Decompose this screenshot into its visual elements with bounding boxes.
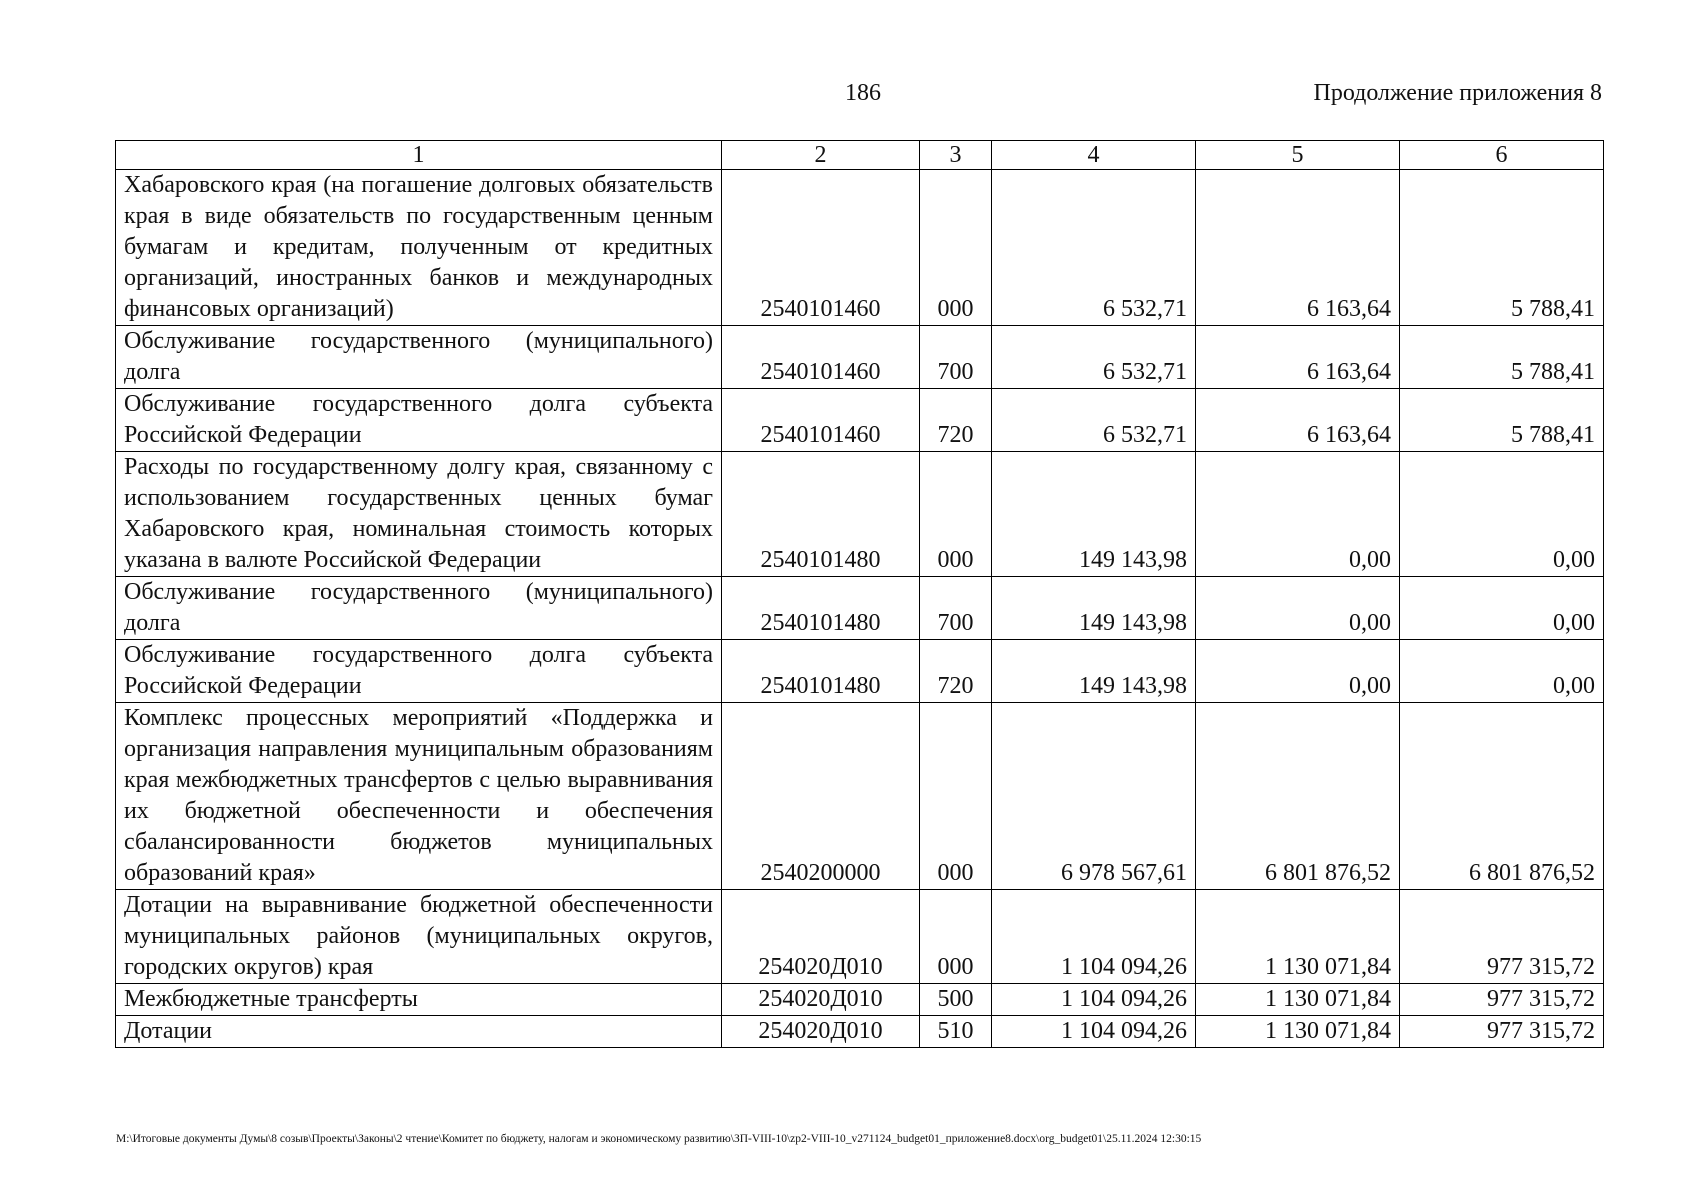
- row-description: Межбюджетные трансферты: [116, 984, 722, 1016]
- amount-year-2: 6 801 876,52: [1196, 703, 1400, 890]
- target-code: 2540101480: [722, 640, 920, 703]
- file-path-footer: M:\Итоговые документы Думы\8 созыв\Проекты\Законы\2 чтение\Комитет по бюджету, налогам и экономическому развитию\ЗП-VIII-10\zp2-VIII-10_v271124_budget01_приложение8.docx\org_budget01\25.11.2024 12:30:15: [116, 1133, 1202, 1145]
- column-header: 2: [722, 141, 920, 170]
- row-description: Обслуживание государственного (муниципального) долга: [116, 577, 722, 640]
- amount-year-3: 6 801 876,52: [1400, 703, 1604, 890]
- amount-year-1: 149 143,98: [992, 452, 1196, 577]
- table-row: [116, 984, 1604, 1016]
- column-header: 3: [920, 141, 992, 170]
- amount-year-3: 5 788,41: [1400, 170, 1604, 326]
- expense-type-code: 720: [920, 389, 992, 452]
- amount-year-2: 6 163,64: [1196, 170, 1400, 326]
- target-code: 2540101480: [722, 452, 920, 577]
- amount-year-3: 0,00: [1400, 452, 1604, 577]
- column-header: 4: [992, 141, 1196, 170]
- amount-year-1: 1 104 094,26: [992, 890, 1196, 984]
- column-header: 1: [116, 141, 722, 170]
- expense-type-code: 510: [920, 1016, 992, 1048]
- amount-year-3: 0,00: [1400, 640, 1604, 703]
- table-row: [116, 890, 1604, 984]
- amount-year-3: 0,00: [1400, 577, 1604, 640]
- column-header: 6: [1400, 141, 1604, 170]
- target-code: 2540101460: [722, 389, 920, 452]
- table-header-row: [116, 141, 1604, 170]
- amount-year-2: 0,00: [1196, 577, 1400, 640]
- expense-type-code: 500: [920, 984, 992, 1016]
- table-row: [116, 703, 1604, 890]
- target-code: 2540101460: [722, 326, 920, 389]
- table-row: [116, 326, 1604, 389]
- amount-year-3: 977 315,72: [1400, 890, 1604, 984]
- target-code: 254020Д010: [722, 984, 920, 1016]
- amount-year-2: 6 163,64: [1196, 326, 1400, 389]
- appendix-note: Продолжение приложения 8: [1313, 80, 1602, 106]
- amount-year-1: 149 143,98: [992, 640, 1196, 703]
- row-description: Хабаровского края (на погашение долговых обязательств края в виде обязательств по государственным ценным бумагам и кредитам, полученным от кредитных организаций, иностранных банков и международных финансовых организаций): [116, 170, 722, 326]
- row-description: Обслуживание государственного (муниципального) долга: [116, 326, 722, 389]
- row-description: Дотации на выравнивание бюджетной обеспеченности муниципальных районов (муниципальных округов, городских округов) края: [116, 890, 722, 984]
- amount-year-3: 5 788,41: [1400, 326, 1604, 389]
- amount-year-1: 6 532,71: [992, 389, 1196, 452]
- row-description: Расходы по государственному долгу края, связанному с использованием государственных ценных бумаг Хабаровского края, номинальная стоимость которых указана в валюте Российской Федерации: [116, 452, 722, 577]
- expense-type-code: 720: [920, 640, 992, 703]
- amount-year-1: 149 143,98: [992, 577, 1196, 640]
- page-number: 186: [845, 80, 881, 106]
- row-description: Обслуживание государственного долга субъекта Российской Федерации: [116, 389, 722, 452]
- amount-year-2: 1 130 071,84: [1196, 1016, 1400, 1048]
- target-code: 254020Д010: [722, 890, 920, 984]
- expense-type-code: 000: [920, 170, 992, 326]
- table-row: [116, 170, 1604, 326]
- amount-year-1: 6 532,71: [992, 326, 1196, 389]
- amount-year-3: 5 788,41: [1400, 389, 1604, 452]
- table-row: [116, 389, 1604, 452]
- expense-type-code: 700: [920, 577, 992, 640]
- expense-type-code: 000: [920, 703, 992, 890]
- expense-type-code: 000: [920, 890, 992, 984]
- row-description: Комплекс процессных мероприятий «Поддержка и организация направления муниципальным образованиям края межбюджетных трансфертов с целью выравнивания их бюджетной обеспеченности и обеспечения сбалансированности бюджетов муниципальных образований края»: [116, 703, 722, 890]
- target-code: 2540101460: [722, 170, 920, 326]
- target-code: 2540101480: [722, 577, 920, 640]
- amount-year-1: 6 978 567,61: [992, 703, 1196, 890]
- target-code: 254020Д010: [722, 1016, 920, 1048]
- budget-table: [115, 140, 1604, 1048]
- table-row: [116, 640, 1604, 703]
- amount-year-1: 1 104 094,26: [992, 1016, 1196, 1048]
- target-code: 2540200000: [722, 703, 920, 890]
- row-description: Дотации: [116, 1016, 722, 1048]
- amount-year-1: 6 532,71: [992, 170, 1196, 326]
- amount-year-2: 0,00: [1196, 640, 1400, 703]
- amount-year-3: 977 315,72: [1400, 1016, 1604, 1048]
- amount-year-1: 1 104 094,26: [992, 984, 1196, 1016]
- table-row: [116, 577, 1604, 640]
- amount-year-3: 977 315,72: [1400, 984, 1604, 1016]
- amount-year-2: 0,00: [1196, 452, 1400, 577]
- amount-year-2: 6 163,64: [1196, 389, 1400, 452]
- expense-type-code: 000: [920, 452, 992, 577]
- amount-year-2: 1 130 071,84: [1196, 890, 1400, 984]
- amount-year-2: 1 130 071,84: [1196, 984, 1400, 1016]
- table-row: [116, 1016, 1604, 1048]
- table-row: [116, 452, 1604, 577]
- expense-type-code: 700: [920, 326, 992, 389]
- row-description: Обслуживание государственного долга субъекта Российской Федерации: [116, 640, 722, 703]
- column-header: 5: [1196, 141, 1400, 170]
